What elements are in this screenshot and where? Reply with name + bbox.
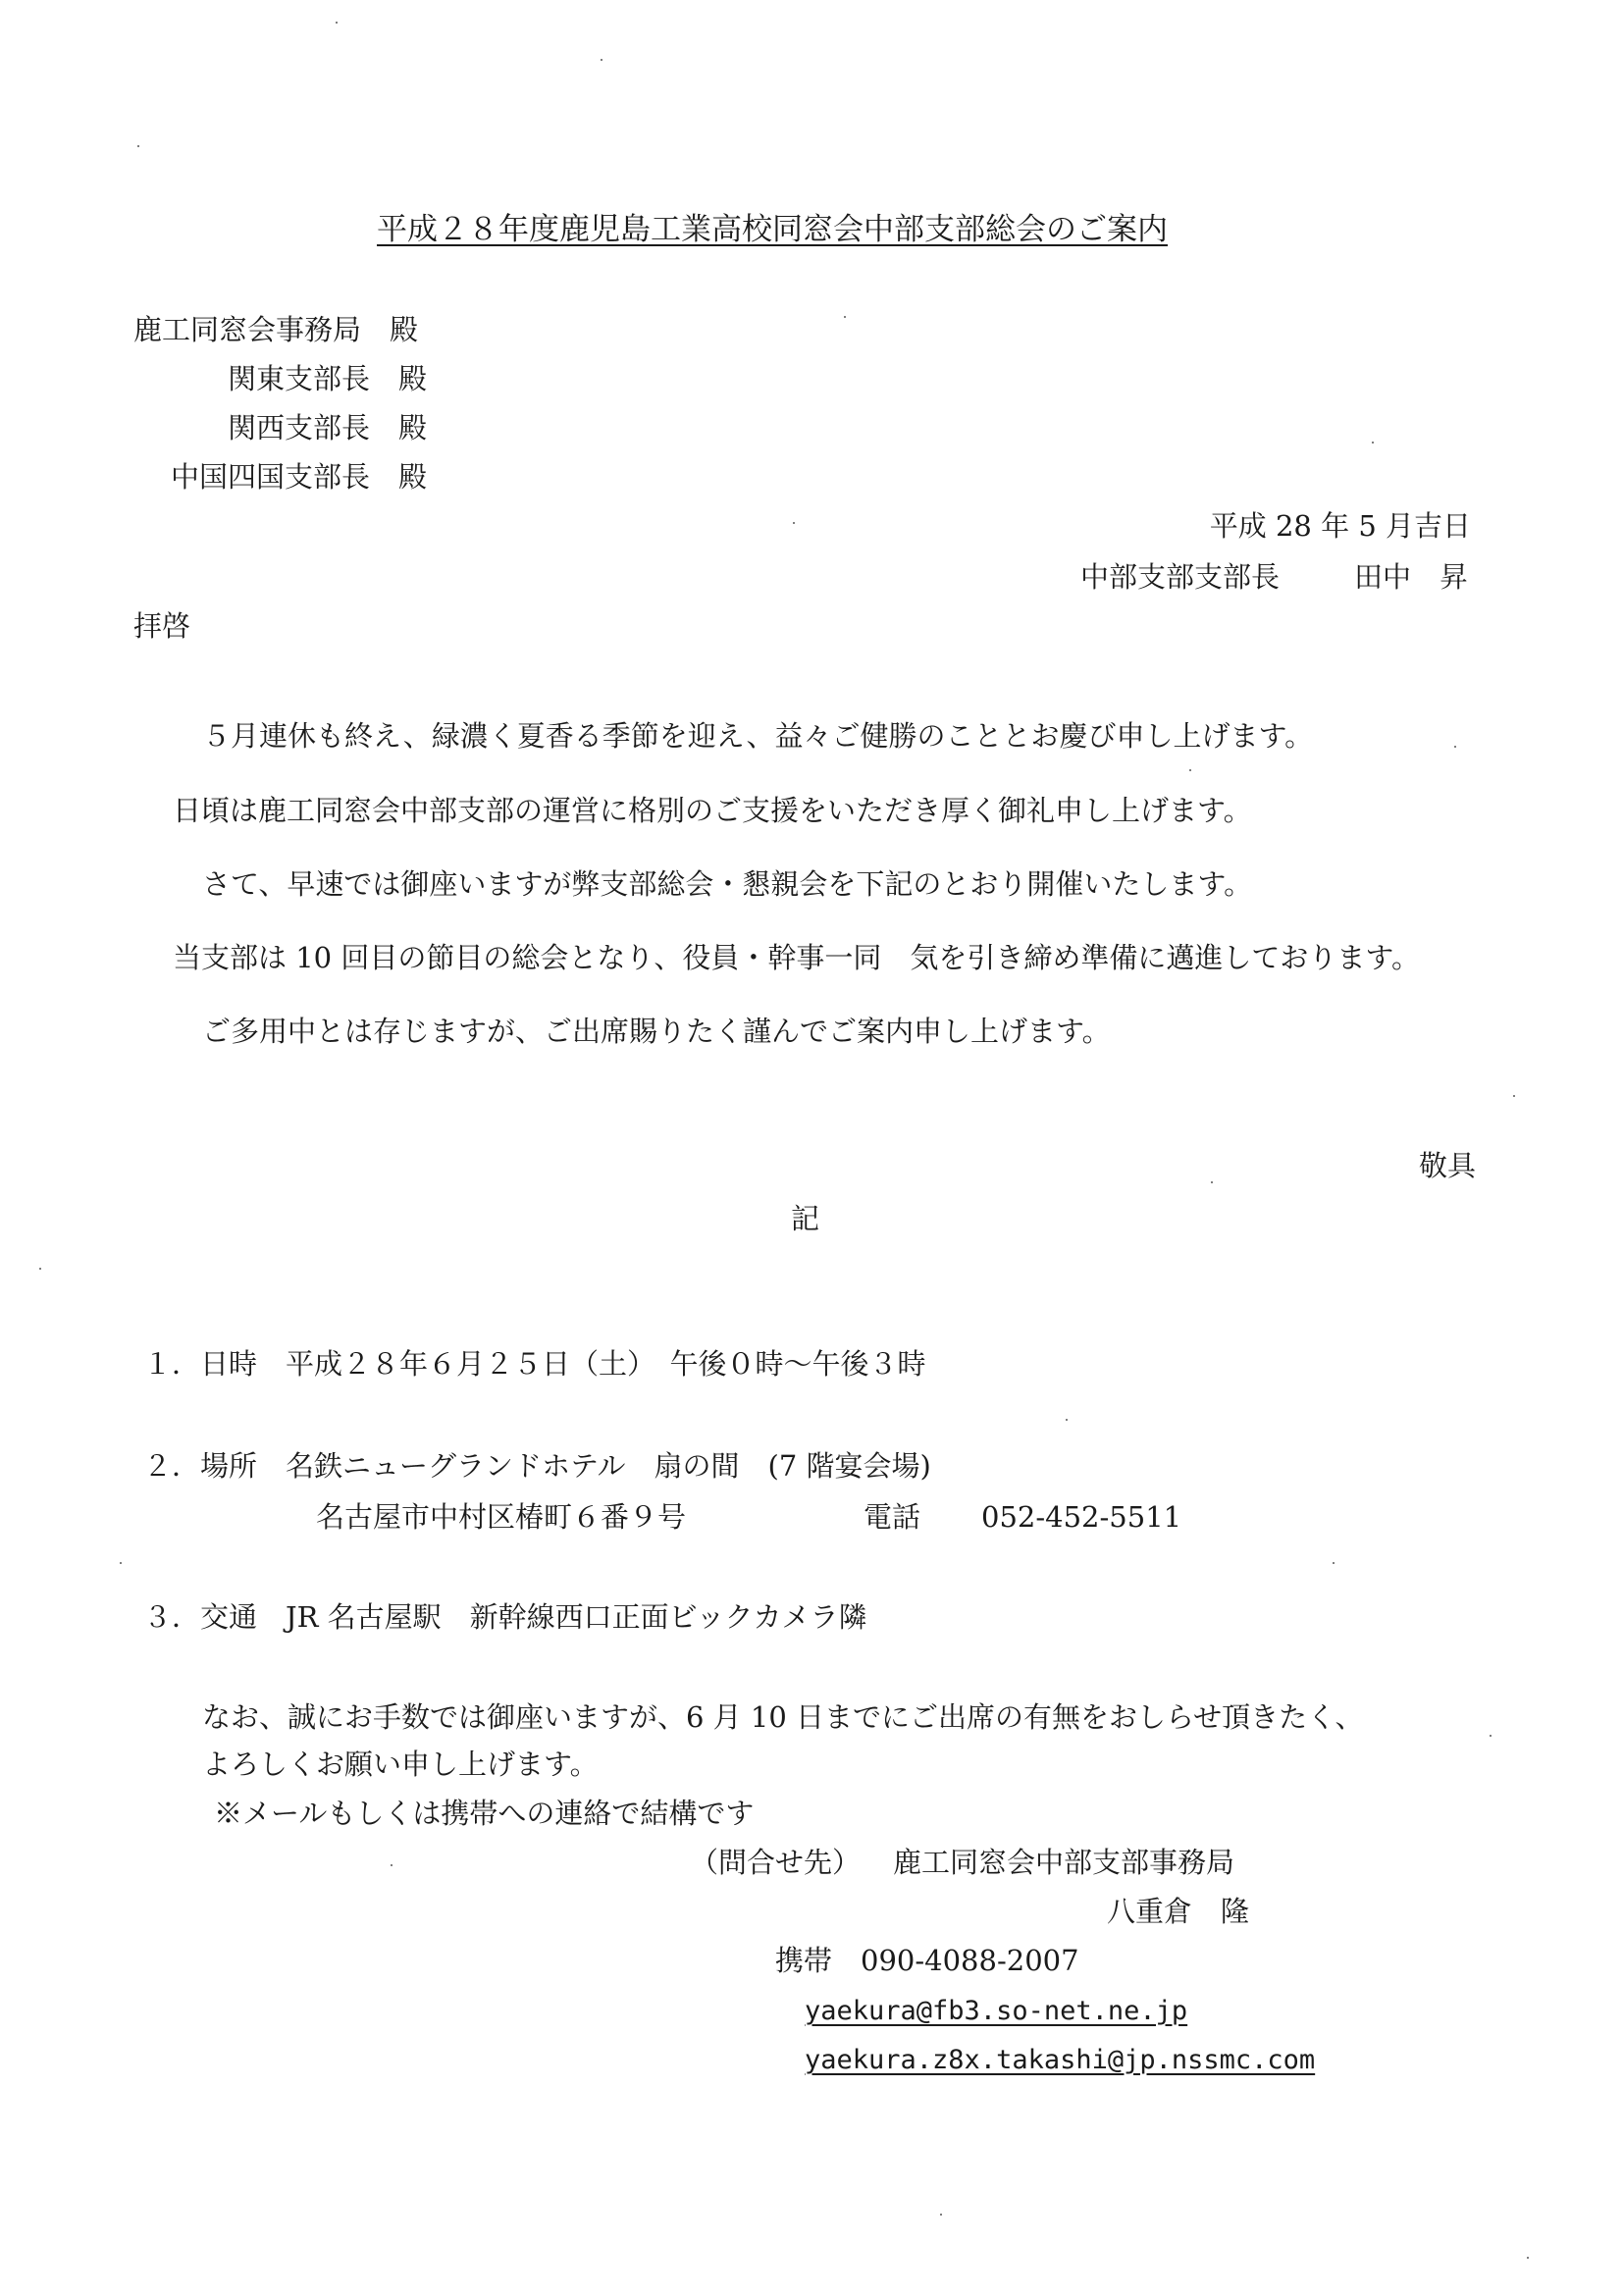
addressee-secretariat: 鹿工同窓会事務局 殿	[133, 313, 419, 346]
body-line-3: さて、早速では御座いますが弊支部総会・懇親会を下記のとおり開催いたします。	[202, 867, 1253, 901]
addressee-kansai: 関西支部長 殿	[228, 411, 428, 444]
scan-speck	[844, 316, 846, 318]
body-line-5: ご多用中とは存じますが、ご出席賜りたく謹んでご案内申し上げます。	[202, 1015, 1111, 1048]
sender-role: 中部支部支部長	[1080, 560, 1281, 594]
body-line-4: 当支部は 10 回目の節目の総会となり、役員・幹事一同 気を引き締め準備に邁進しております。	[173, 941, 1421, 974]
scan-speck	[1454, 746, 1456, 748]
scan-speck	[1372, 442, 1374, 444]
note-line-3: ※メールもしくは携帯への連絡で結構です	[214, 1797, 755, 1830]
item-address: 名古屋市中村区椿町６番９号	[316, 1500, 687, 1534]
scan-speck	[793, 522, 795, 524]
contact-label: （問合せ先）	[690, 1846, 862, 1879]
scan-speck	[120, 1562, 122, 1564]
addressee-kanto: 関東支部長 殿	[228, 362, 428, 395]
scan-speck	[1066, 1419, 1068, 1421]
note-line-2: よろしくお願い申し上げます。	[202, 1748, 599, 1781]
contact-person: 八重倉 隆	[1107, 1895, 1250, 1928]
contact-office: 鹿工同窓会中部支部事務局	[893, 1846, 1235, 1879]
body-line-1: ５月連休も終え、緑濃く夏香る季節を迎え、益々ご健勝のこととお慶び申し上げます。	[202, 719, 1314, 753]
contact-email-link-1[interactable]: yaekura@fb3.so-net.ne.jp	[805, 1996, 1188, 2026]
scan-speck	[601, 59, 602, 61]
contact-mobile: 携帯 090-4088-2007	[775, 1944, 1079, 1977]
scan-speck	[137, 145, 139, 147]
scan-speck	[391, 1864, 393, 1866]
opening-greeting: 拝啓	[133, 609, 191, 643]
scan-speck	[1527, 2257, 1529, 2259]
note-line-1: なお、誠にお手数では御座いますが、6 月 10 日までにご出席の有無をおしらせ頂きたく、	[202, 1700, 1364, 1734]
scan-speck	[1333, 1562, 1335, 1564]
body-line-2: 日頃は鹿工同窓会中部支部の運営に格別のご支援をいただき厚く御礼申し上げます。	[173, 794, 1252, 827]
scan-speck	[336, 22, 338, 24]
item-phone-label: 電話	[864, 1500, 921, 1534]
scan-speck	[940, 2214, 942, 2216]
sender-name: 田中 昇	[1354, 560, 1469, 594]
document-title: 平成２８年度鹿児島工業高校同窓会中部支部総会のご案内	[377, 212, 1168, 247]
closing-word: 敬具	[1418, 1149, 1476, 1182]
item-access: ３．交通 JR 名古屋駅 新幹線西口正面ビックカメラ隣	[143, 1600, 867, 1634]
addressee-chugoku-shikoku: 中国四国支部長 殿	[171, 460, 428, 494]
scan-speck	[1490, 1735, 1492, 1737]
item-venue: ２．場所 名鉄ニューグランドホテル 扇の間 (7 階宴会場)	[143, 1449, 931, 1483]
scan-speck	[1189, 769, 1191, 771]
document-date: 平成 28 年 5 月吉日	[1209, 509, 1471, 543]
item-phone: 052-452-5511	[981, 1500, 1182, 1534]
ki-heading: 記	[791, 1202, 820, 1235]
scan-speck	[39, 1268, 41, 1270]
contact-email-link-2[interactable]: yaekura.z8x.takashi@jp.nssmc.com	[805, 2045, 1316, 2075]
item-datetime: １．日時 平成２８年６月２５日（土） 午後０時～午後３時	[143, 1347, 926, 1381]
scan-speck	[1211, 1181, 1213, 1183]
scan-speck	[1513, 1095, 1515, 1097]
